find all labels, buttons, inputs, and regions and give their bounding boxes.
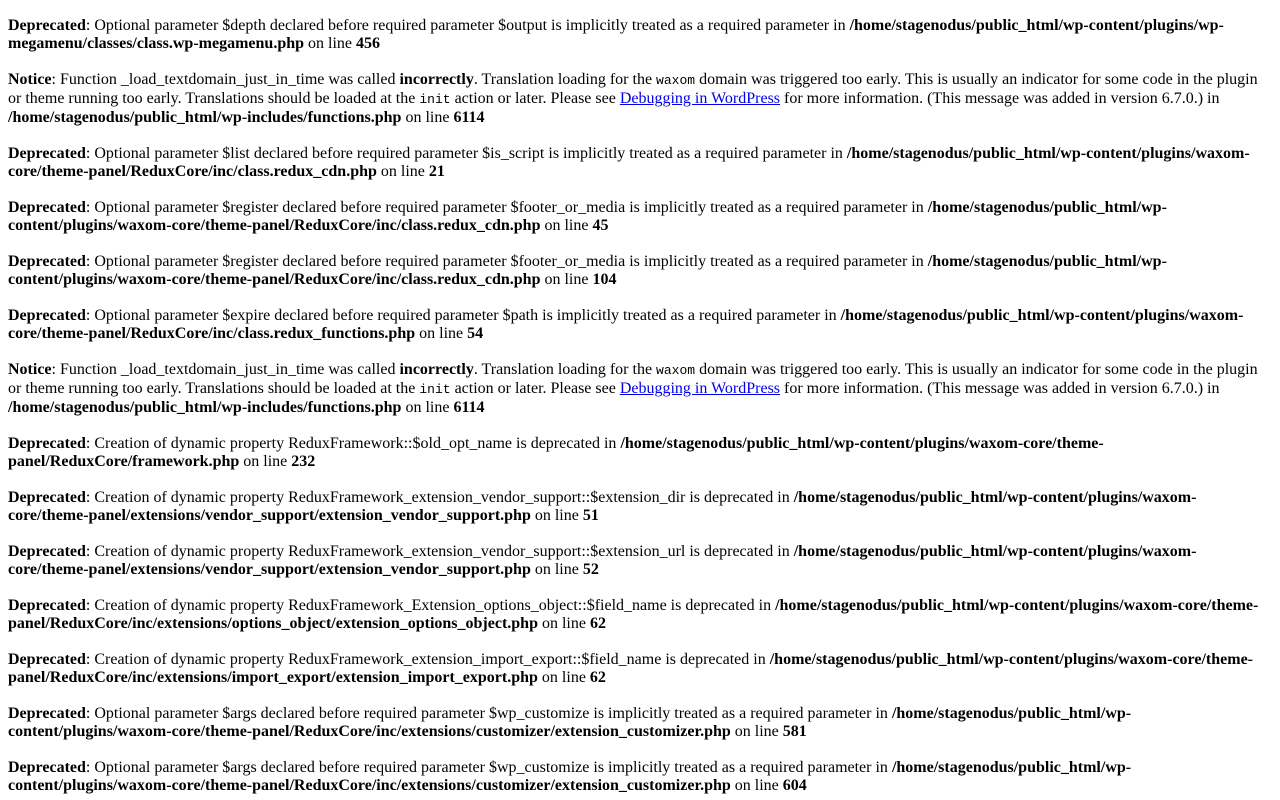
message-text: : Function _load_textdomain_just_in_time was called — [51, 361, 400, 378]
line-number: 6114 — [453, 399, 485, 416]
line-number: 52 — [582, 561, 599, 578]
deprecated-message — [8, 289, 1270, 343]
message-level: Deprecated — [8, 253, 86, 270]
message-level: Deprecated — [8, 759, 86, 776]
deprecated-message — [8, 181, 1270, 235]
file-path: /home/stagenodus/public_html/wp-content/plugins/waxom-core/theme-panel/extensions/vendor_support/extension_vendor_support.php — [8, 543, 1197, 578]
message-level: Deprecated — [8, 17, 86, 34]
message-text: : Optional parameter $register declared before required parameter $footer_or_media is implicitly treated as a required parameter in — [85, 199, 928, 216]
message-text: . Translation loading for the — [473, 361, 657, 378]
message-level: Deprecated — [8, 435, 86, 452]
on-line-text: on line — [730, 723, 783, 740]
deprecated-message — [8, 687, 1270, 741]
message-level: Deprecated — [8, 651, 86, 668]
deprecated-message — [8, 579, 1270, 633]
message-text: : Optional parameter $expire declared before required parameter $path is implicitly treated as a required parameter in — [85, 307, 841, 324]
inline-code: init — [419, 92, 451, 107]
line-number: 604 — [782, 777, 807, 794]
message-text: action or later. Please see — [450, 380, 620, 397]
line-number: 104 — [592, 271, 617, 288]
message-text: : Creation of dynamic property ReduxFramework::$old_opt_name is deprecated in — [85, 435, 621, 452]
line-number: 232 — [291, 453, 316, 470]
debugging-link[interactable]: Debugging in WordPress — [619, 380, 781, 397]
on-line-text: on line — [304, 35, 357, 52]
deprecated-message — [8, 633, 1270, 687]
on-line-text: on line — [730, 777, 783, 794]
inline-code: waxom — [656, 363, 696, 378]
message-text: domain was triggered too early. This is usually an indicator for some code in the plugin or theme running too early. Translations should be loaded at the — [8, 71, 1258, 107]
file-path: /home/stagenodus/public_html/wp-content/plugins/waxom-core/theme-panel/ReduxCore/inc/class.redux_cdn.php — [8, 199, 1167, 234]
message-level: Deprecated — [8, 597, 86, 614]
line-number: 581 — [782, 723, 807, 740]
on-line-text: on line — [537, 669, 590, 686]
on-line-text: on line — [540, 217, 593, 234]
file-path: /home/stagenodus/public_html/wp-content/plugins/wp-megamenu/classes/class.wp-megamenu.php — [8, 17, 1224, 52]
file-path: /home/stagenodus/public_html/wp-content/plugins/waxom-core/theme-panel/ReduxCore/inc/extensions/import_export/extension_import_export.php — [8, 651, 1253, 686]
deprecated-message — [8, 0, 1270, 53]
deprecated-message — [8, 741, 1270, 795]
line-number: 51 — [582, 507, 599, 524]
line-number: 54 — [467, 325, 484, 342]
message-text: : Creation of dynamic property ReduxFramework_Extension_options_object::$field_name is deprecated in — [85, 597, 776, 614]
notice-message — [8, 53, 1270, 127]
file-path: /home/stagenodus/public_html/wp-content/plugins/waxom-core/theme-panel/ReduxCore/inc/extensions/options_object/extension_options_object.php — [8, 597, 1259, 632]
php-error-output — [8, 0, 1270, 795]
message-level: Deprecated — [8, 489, 86, 506]
on-line-text: on line — [540, 271, 593, 288]
line-number: 6114 — [453, 109, 485, 126]
message-level: Deprecated — [8, 199, 86, 216]
on-line-text: on line — [530, 561, 583, 578]
message-text: : Optional parameter $list declared before required parameter $is_script is implicitly treated as a required parameter in — [85, 145, 847, 162]
deprecated-message — [8, 127, 1270, 181]
line-number: 62 — [589, 615, 606, 632]
inline-code: waxom — [656, 73, 696, 88]
emphasis-text: incorrectly — [399, 361, 474, 378]
file-path: /home/stagenodus/public_html/wp-content/plugins/waxom-core/theme-panel/ReduxCore/inc/extensions/customizer/extension_customizer.php — [8, 705, 1132, 740]
message-text: : Creation of dynamic property ReduxFramework_extension_vendor_support::$extension_dir is deprecated in — [85, 489, 794, 506]
on-line-text: on line — [401, 399, 454, 416]
on-line-text: on line — [537, 615, 590, 632]
file-path: /home/stagenodus/public_html/wp-includes/functions.php — [8, 109, 402, 126]
file-path: /home/stagenodus/public_html/wp-content/plugins/waxom-core/theme-panel/ReduxCore/inc/class.redux_cdn.php — [8, 145, 1250, 180]
deprecated-message — [8, 525, 1270, 579]
line-number: 456 — [356, 35, 381, 52]
file-path: /home/stagenodus/public_html/wp-content/plugins/waxom-core/theme-panel/ReduxCore/inc/class.redux_functions.php — [8, 307, 1244, 342]
on-line-text: on line — [401, 109, 454, 126]
message-text: for more information. (This message was added in version 6.7.0.) in — [780, 90, 1220, 107]
message-text: : Optional parameter $depth declared before required parameter $output is implicitly treated as a required parameter in — [85, 17, 850, 34]
emphasis-text: incorrectly — [399, 71, 474, 88]
message-text: : Optional parameter $register declared before required parameter $footer_or_media is implicitly treated as a required parameter in — [85, 253, 928, 270]
file-path: /home/stagenodus/public_html/wp-content/plugins/waxom-core/theme-panel/extensions/vendor_support/extension_vendor_support.php — [8, 489, 1197, 524]
message-text: : Optional parameter $args declared before required parameter $wp_customize is implicitly treated as a required parameter in — [85, 759, 892, 776]
debugging-link[interactable]: Debugging in WordPress — [619, 90, 781, 107]
file-path: /home/stagenodus/public_html/wp-includes/functions.php — [8, 399, 402, 416]
file-path: /home/stagenodus/public_html/wp-content/plugins/waxom-core/theme-panel/ReduxCore/framework.php — [8, 435, 1104, 470]
message-level: Deprecated — [8, 543, 86, 560]
message-text: : Creation of dynamic property ReduxFramework_extension_import_export::$field_name is deprecated in — [85, 651, 770, 668]
message-text: . Translation loading for the — [473, 71, 657, 88]
message-text: : Optional parameter $args declared before required parameter $wp_customize is implicitly treated as a required parameter in — [85, 705, 892, 722]
notice-message — [8, 343, 1270, 417]
message-text: action or later. Please see — [450, 90, 620, 107]
message-text: domain was triggered too early. This is usually an indicator for some code in the plugin or theme running too early. Translations should be loaded at the — [8, 361, 1258, 397]
message-level: Notice — [8, 361, 52, 378]
file-path: /home/stagenodus/public_html/wp-content/plugins/waxom-core/theme-panel/ReduxCore/inc/extensions/customizer/extension_customizer.php — [8, 759, 1132, 794]
on-line-text: on line — [415, 325, 468, 342]
message-level: Notice — [8, 71, 52, 88]
on-line-text: on line — [376, 163, 429, 180]
line-number: 45 — [592, 217, 609, 234]
on-line-text: on line — [530, 507, 583, 524]
inline-code: init — [419, 382, 451, 397]
message-text: for more information. (This message was added in version 6.7.0.) in — [780, 380, 1220, 397]
line-number: 62 — [589, 669, 606, 686]
on-line-text: on line — [239, 453, 292, 470]
deprecated-message — [8, 417, 1270, 471]
message-text: : Creation of dynamic property ReduxFramework_extension_vendor_support::$extension_url is deprecated in — [85, 543, 794, 560]
deprecated-message — [8, 471, 1270, 525]
message-level: Deprecated — [8, 145, 86, 162]
message-level: Deprecated — [8, 307, 86, 324]
message-level: Deprecated — [8, 705, 86, 722]
message-text: : Function _load_textdomain_just_in_time was called — [51, 71, 400, 88]
file-path: /home/stagenodus/public_html/wp-content/plugins/waxom-core/theme-panel/ReduxCore/inc/class.redux_cdn.php — [8, 253, 1167, 288]
line-number: 21 — [428, 163, 445, 180]
deprecated-message — [8, 235, 1270, 289]
